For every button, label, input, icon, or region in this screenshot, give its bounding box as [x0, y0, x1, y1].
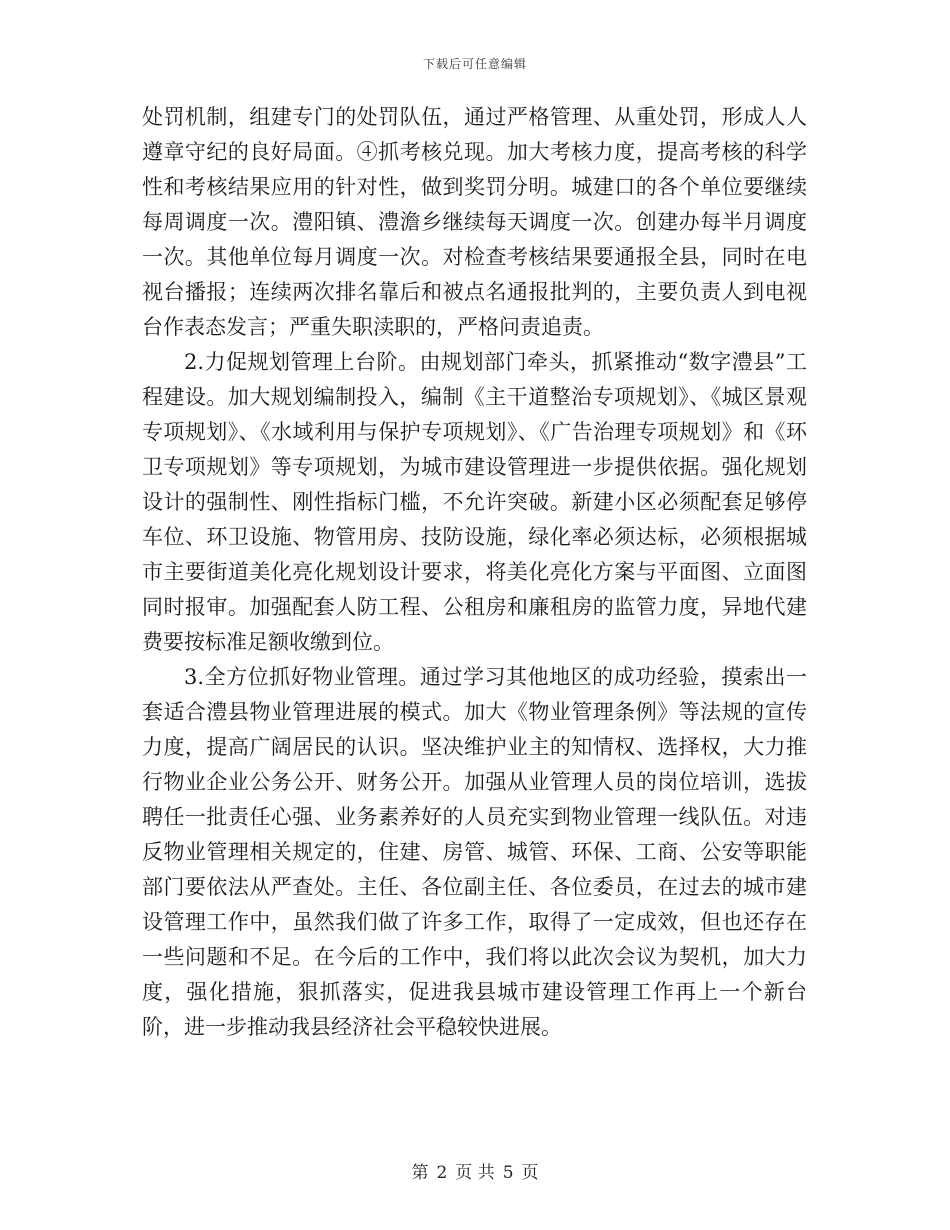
paragraph-2: 2.力促规划管理上台阶。由规划部门牵头，抓紧推动“数字澧县”工程建设。加大规划编制投入，编制《主干道整治专项规划》、《城区景观专项规划》、《水域利用与保护专项规划》、《广告治理专项规划》和《环卫专项规划》等专项规划，为城市建设管理进一步提供依据。强化规划设计的强制性、刚性指标门槛，不允许突破。新建小区必须配套足够停车位、环卫设施、物管用房、技防设施，绿化率必须达标，必须根据城市主要街道美化亮化规划设计要求，将美化亮化方案与平面图、立面图同时报审。加强配套人防工程、公租房和廉租房的监管力度，异地代建费要按标准足额收缴到位。 [142, 350, 807, 654]
paragraph-3: 3.全方位抓好物业管理。通过学习其他地区的成功经验，摸索出一套适合澧县物业管理进展的模式。加大《物业管理条例》等法规的宣传力度，提高广阔居民的认识。坚决维护业主的知情权、选择权，大力推行物业企业公务公开、财务公开。加强从业管理人员的岗位培训，选拔聘任一批责任心强、业务素养好的人员充实到物业管理一线队伍。对违反物业管理相关规定的，住建、房管、城管、环保、工商、公安等职能部门要依法从严查处。主任、各位副主任、各位委员，在过去的城市建设管理工作中，虽然我们做了许多工作，取得了一定成效，但也还存在一些问题和不足。在今后的工作中，我们将以此次会议为契机，加大力度，强化措施，狠抓落实，促进我县城市建设管理工作再上一个新台阶，进一步推动我县经济社会平稳较快进展。 [142, 665, 807, 1039]
paragraph-1: 处罚机制，组建专门的处罚队伍，通过严格管理、从重处罚，形成人人遵章守纪的良好局面。④抓考核兑现。加大考核力度，提高考核的科学性和考核结果应用的针对性，做到奖罚分明。城建口的各个单位要继续每周调度一次。澧阳镇、澧澹乡继续每天调度一次。创建办每半月调度一次。其他单位每月调度一次。对检查考核结果要通报全县，同时在电视台播报；连续两次排名靠后和被点名通报批判的，主要负责人到电视台作表态发言；严重失职渎职的，严格问责追责。 [142, 105, 807, 339]
current-page-number: 2 [436, 1163, 448, 1183]
page-footer [0, 1158, 950, 1183]
page-header: 下载后可任意编辑 [422, 57, 527, 71]
total-pages-number: 5 [502, 1163, 514, 1183]
footer-suffix: 页 [521, 1163, 539, 1183]
footer-middle: 页 共 [455, 1163, 495, 1183]
footer-prefix: 第 [411, 1163, 429, 1183]
document-body [142, 100, 807, 1045]
